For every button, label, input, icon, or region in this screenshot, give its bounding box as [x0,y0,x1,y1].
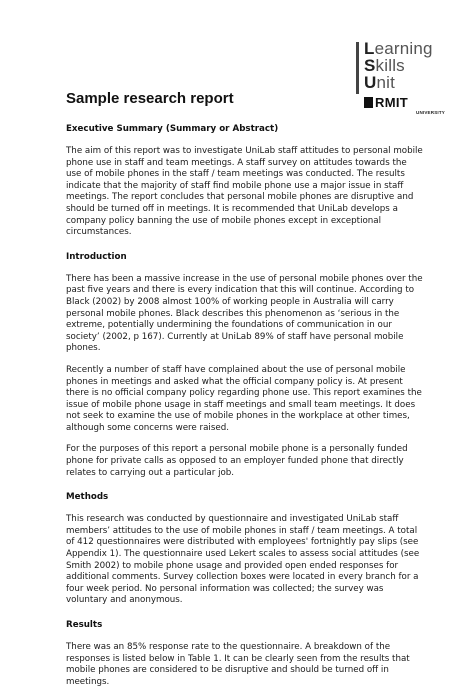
rmit-wordmark: RMIT [375,95,408,110]
logo-initial-u: U [364,73,377,92]
page-title: Sample research report [66,90,234,107]
introduction-heading: Introduction [66,251,127,262]
logo-word-skills: kills [375,56,405,75]
rmit-university-label: UNIVERSITY [416,110,446,115]
methods-paragraph: This research was conducted by questionnaire and investigated UniLab staff members’ attitudes to the use of mobile phones in staff / team meetings. A total of 412 questionnaires were distributed with employees' fortnightly pay slips (see Appendix 1). The questionnaire used Lekert scales to assess social attitudes (see Smith 2002) to mobile phone usage and provided open ended responses for additional comments. Survey collection boxes were located in every branch for a four week period. No personal information was collected; the survey was voluntary and anonymous. [66,514,420,606]
logo-initial-s: S [364,56,376,75]
report-body [66,124,424,698]
methods-heading: Methods [66,492,109,503]
logo-wordmark [364,40,433,91]
logo-word-unit: nit [376,73,396,92]
introduction-paragraph-2: Recently a number of staff have complained about the use of personal mobile phones in meetings and asked what the official company policy is. At present there is no official company policy regarding phone use. This report examines the issue of mobile phone usage in staff meetings and small team meetings. It does not seek to examine the use of mobile phones in the workplace at other times, although some concerns were raised. [66,364,422,433]
rmit-emblem-icon [364,97,373,108]
introduction-paragraph-3: For the purposes of this report a personal mobile phone is a personally funded phone for private calls as opposed to an employer funded phone that directly relates to carrying out a particular job. [66,444,408,478]
logo-word-learning: earning [374,39,433,58]
executive-summary-heading: Executive Summary (Summary or Abstract) [66,124,279,134]
results-paragraph: There was an 85% response rate to the questionnaire. A breakdown of the responses is listed below in Table 1. It can be clearly seen from the results that mobile phones are considered to be disruptive and should be turned off in meetings. [66,642,410,687]
introduction-paragraph-1: There has been a massive increase in the use of personal mobile phones over the past five years and there is every indication that this will continue. According to Black (2002) by 2008 almost 100% of working people in Australia will carry personal mobile phones. Black describes this phenomenon as ‘serious in the extreme, potentially undermining the foundations of communication in our society’ (2002, p 167). Currently at UniLab 89% of staff have personal mobile phones. [66,273,423,354]
logo-vertical-bar [356,42,359,94]
results-heading: Results [66,620,103,630]
rmit-logo [364,96,408,109]
logo-initial-l: L [364,39,375,58]
executive-summary-paragraph: The aim of this report was to investigate UniLab staff attitudes to personal mobile phone use in staff and team meetings. A staff survey on attitudes towards the use of mobile phones in the staff / team meetings was conducted. The results indicate that the majority of staff find mobile phone use a major issue in staff meetings. The report concludes that personal mobile phones are disruptive and should be turned off in meetings. It is recommended that UniLab develops a company policy banning the use of mobile phones except in exceptional circumstances. [66,146,423,238]
